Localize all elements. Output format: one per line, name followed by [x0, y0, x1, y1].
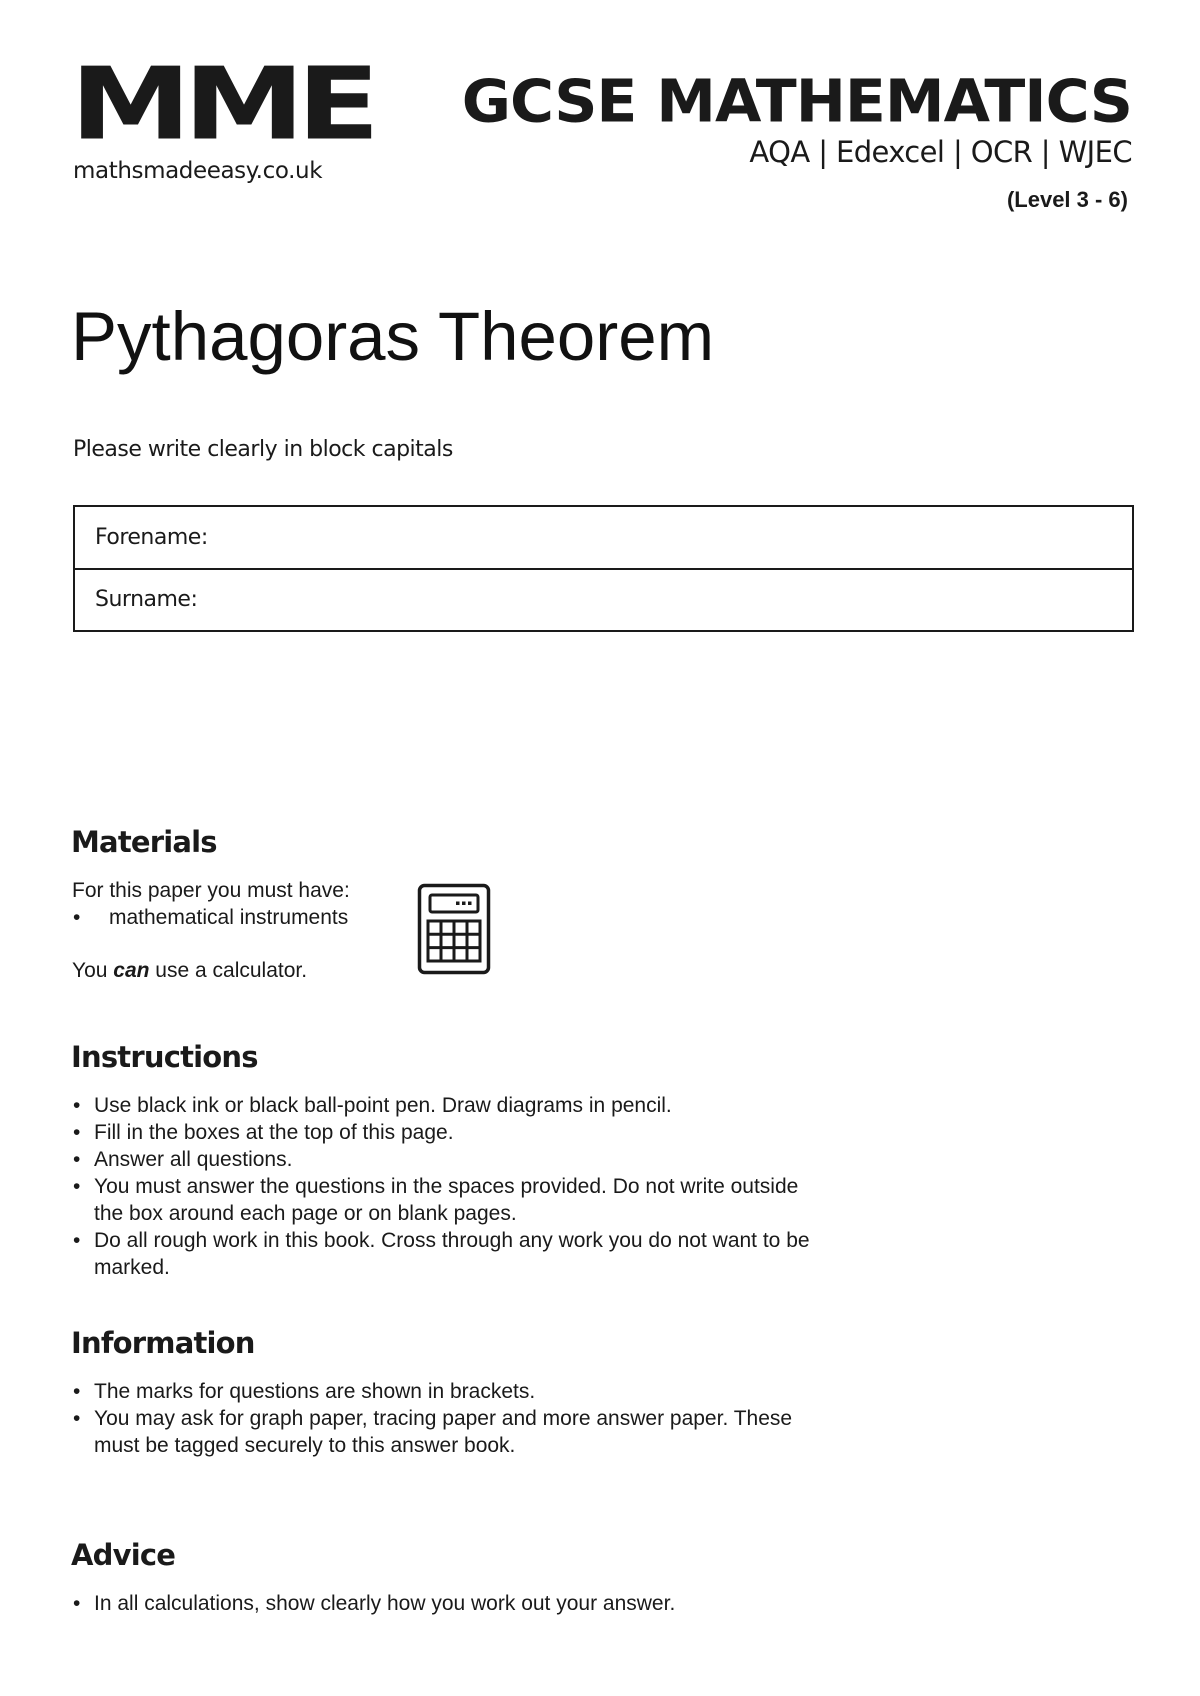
materials-intro: For this paper you must have:: [72, 879, 350, 902]
name-box: [73, 505, 1134, 632]
list-item: • mathematical instruments: [72, 904, 348, 931]
instructions-heading: Instructions: [71, 1040, 258, 1074]
list-item: • Answer all questions.: [72, 1146, 832, 1173]
surname-row: [75, 568, 1132, 629]
forename-label: Forename:: [95, 525, 208, 550]
list-item: • Do all rough work in this book. Cross through any work you do not want to be marked.: [72, 1227, 832, 1281]
calculator-note-suffix: use a calculator.: [149, 959, 308, 982]
calculator-icon: [417, 883, 491, 980]
list-item: • You must answer the questions in the spaces provided. Do not write outside the box around each page or on blank pages.: [72, 1173, 832, 1227]
list-item: • Fill in the boxes at the top of this page.: [72, 1119, 832, 1146]
forename-field[interactable]: [208, 506, 1132, 569]
calculator-note: [72, 957, 307, 984]
advice-heading: Advice: [71, 1538, 176, 1572]
list-item: • Use black ink or black ball-point pen. Draw diagrams in pencil.: [72, 1092, 832, 1119]
calculator-note-prefix: You: [72, 959, 114, 982]
forename-row: [75, 507, 1132, 568]
logo-mark: MME: [70, 45, 373, 163]
instructions-list: [72, 1092, 832, 1281]
materials-list: [72, 904, 348, 931]
page-title: Pythagoras Theorem: [71, 298, 715, 375]
list-item: • The marks for questions are shown in brackets.: [72, 1378, 832, 1405]
calculator-note-emphasis: can: [113, 959, 150, 982]
list-item: • You may ask for graph paper, tracing paper and more answer paper. These must be tagged securely to this answer book.: [72, 1405, 832, 1459]
block-capitals-note: Please write clearly in block capitals: [73, 437, 453, 462]
materials-heading: Materials: [71, 825, 217, 859]
list-item: • In all calculations, show clearly how you work out your answer.: [72, 1590, 832, 1617]
exam-boards: AQA | Edexcel | OCR | WJEC: [749, 135, 1132, 169]
surname-field[interactable]: [197, 569, 1132, 630]
subject-title: GCSE MATHEMATICS: [461, 67, 1132, 137]
information-list: [72, 1378, 832, 1459]
surname-label: Surname:: [95, 587, 198, 612]
information-heading: Information: [71, 1326, 255, 1360]
logo-url: mathsmadeeasy.co.uk: [73, 158, 323, 184]
advice-list: [72, 1590, 832, 1617]
level-label: (Level 3 - 6): [1006, 187, 1128, 212]
